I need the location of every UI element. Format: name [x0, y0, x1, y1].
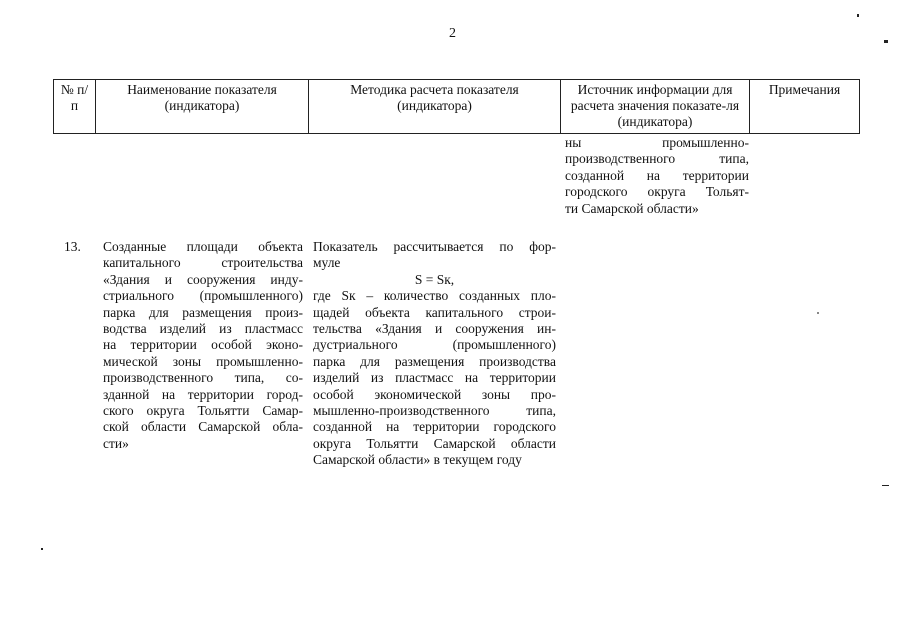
scan-speck: [817, 312, 819, 314]
method-line: мышленно-производственного типа,: [313, 403, 556, 419]
source-line: производственного типа,: [565, 151, 749, 167]
name-line: ского округа Тольятти Самар-: [103, 403, 303, 419]
header-notes: Примечания: [750, 80, 860, 134]
method-line: особой экономической зоны про-: [313, 386, 556, 402]
method-line: округа Тольятти Самарской области: [313, 435, 556, 451]
header-calculation-method: Методика расчета показателя (индикатора): [309, 80, 561, 134]
method-line: созданной на территории городского: [313, 419, 556, 435]
name-line: на территории особой эконо-: [103, 337, 303, 353]
method-line: щадей объекта капитального строи-: [313, 304, 556, 320]
method-line: Показатель рассчитывается по фор-: [313, 239, 556, 254]
header-row: [54, 80, 860, 134]
row-13-indicator-name: [103, 239, 303, 452]
name-line: ской области Самарской обла-: [103, 419, 303, 435]
name-line: мической зоны промышленно-: [103, 353, 303, 369]
continued-source-cell: [565, 135, 749, 217]
name-line: Созданные площади объекта: [103, 239, 303, 254]
name-line: водства изделий из пластмасс: [103, 321, 303, 337]
indicator-table-header: [53, 79, 860, 134]
source-line: созданной на территории: [565, 167, 749, 183]
method-line: тельства «Здания и сооружения ин-: [313, 321, 556, 337]
row-13-calculation-method: [313, 239, 556, 469]
header-information-source: Источник информации для расчета значения показате-ля (индикатора): [561, 80, 750, 134]
name-line: производственного типа, со-: [103, 370, 303, 386]
scan-speck: [857, 14, 859, 17]
formula: S = Sк,: [414, 271, 455, 287]
name-line: «Здания и сооружения инду-: [103, 271, 303, 287]
method-line: муле: [313, 255, 341, 271]
name-line: сти»: [103, 435, 129, 451]
scan-speck: [882, 485, 889, 486]
method-line: где Sк – количество созданных пло-: [313, 288, 556, 304]
name-line: капитального строительства: [103, 255, 303, 271]
header-indicator-name: Наименование показателя (индикатора): [96, 80, 309, 134]
header-number: № п/п: [54, 80, 96, 134]
source-line: городского округа Тольят-: [565, 184, 749, 200]
page-number: 2: [449, 26, 456, 41]
source-line: ти Самарской области»: [565, 200, 699, 216]
row-13-number: 13.: [64, 239, 81, 254]
name-line: зданной на территории город-: [103, 386, 303, 402]
name-line: стриального (промышленного): [103, 288, 303, 304]
source-line: ны промышленно-: [565, 135, 749, 150]
method-line: изделий из пластмасс на территории: [313, 370, 556, 386]
scan-speck: [41, 548, 43, 550]
method-line: парка для размещения производства: [313, 353, 556, 369]
scan-speck: [884, 40, 888, 43]
method-line: дустриального (промышленного): [313, 337, 556, 353]
method-line: Самарской области» в текущем году: [313, 452, 522, 468]
name-line: парка для размещения произ-: [103, 304, 303, 320]
